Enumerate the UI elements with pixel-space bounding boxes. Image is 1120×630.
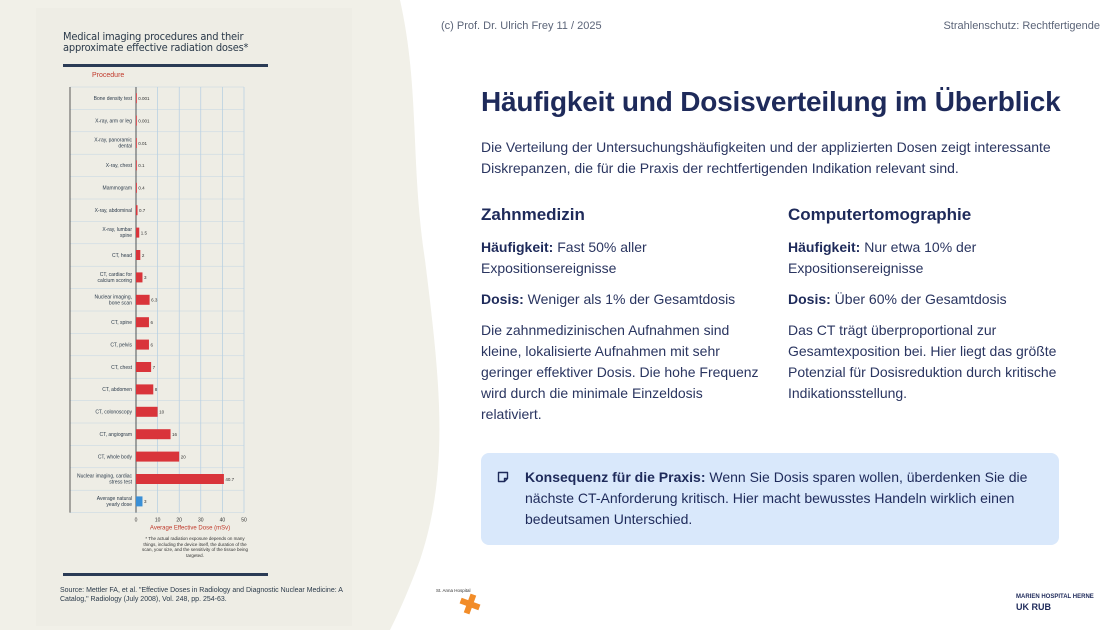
chart-bar	[136, 116, 137, 126]
chart-category-label: X-ray, lumbar spine	[102, 227, 132, 240]
chart-category-label: CT, cardiac for calcium scoring	[97, 271, 132, 284]
callout-body: Wenn Sie Dosis sparen wollen, überdenken Sie die nächste CT-Anforderung kritisch. Hier macht bewusstes Handeln wirklich einen bedeutsamen Unterschied.	[525, 469, 1028, 527]
dental-dose-label: Dosis:	[481, 291, 524, 307]
chart-bar	[136, 250, 140, 260]
chart-category-label: X-ray, abdominal	[94, 208, 132, 214]
poster-source: Source: Mettler FA, et al. "Effective Doses in Radiology and Diagnostic Nuclear Medicine: A Catalog," Radiology (July 2008), Vol. 248, pp. 254-63.	[60, 587, 343, 603]
chart-value-label: 0.4	[138, 185, 145, 191]
chart-value-label: 2	[141, 252, 145, 258]
dental-frequency	[481, 237, 761, 279]
chart-bar	[136, 183, 137, 193]
chart-value-label: 8	[154, 387, 158, 393]
dental-column	[481, 205, 761, 435]
chart-tick-label: 0	[134, 517, 138, 524]
poster-footnote: * The actual radiation exposure depends on many things, including the device itself, the duration of the scan, your size, and the sensitivity of the tissue being targeted.	[141, 536, 249, 558]
dental-dose	[481, 289, 761, 310]
chart-category-label: Mammogram	[102, 185, 132, 192]
chart-tick-label: 30	[198, 517, 204, 524]
chart-category-label: CT, colonoscopy	[95, 409, 132, 416]
note-icon	[497, 471, 509, 483]
chart-category-label: CT, chest	[111, 364, 132, 371]
chart-x-axis-label: Average Effective Dose (mSv)	[149, 525, 231, 532]
dental-frequency-label: Häufigkeit:	[481, 239, 554, 255]
chart-category-label: Nuclear imaging, cardiac stress test	[76, 473, 132, 486]
chart-tick-label: 20	[176, 517, 182, 524]
header-author: (c) Prof. Dr. Ulrich Frey 11 / 2025	[441, 20, 602, 32]
chart-category-label: Average natural yearly dose	[96, 495, 132, 508]
chart-value-label: 3	[143, 499, 147, 505]
ct-dose-label: Dosis:	[788, 291, 831, 307]
chart-value-label: 3	[143, 275, 147, 281]
chart-tick-label: 50	[241, 517, 247, 524]
chart-bar	[136, 474, 224, 484]
dose-bar-chart	[60, 82, 260, 532]
chart-bar	[136, 496, 142, 506]
procedure-column-label: Procedure	[92, 72, 125, 79]
slide-intro: Die Verteilung der Untersuchungshäufigkeiten und der applizierten Dosen zeigt interessante Diskrepanzen, die für die Praxis der rechtfertigenden Indikation relevant sind.	[481, 139, 1051, 176]
chart-category-label: CT, pelvis	[110, 342, 132, 349]
chart-value-label: 10	[159, 409, 165, 415]
chart-category-label: CT, head	[111, 252, 132, 259]
dental-heading: Zahnmedizin	[481, 205, 585, 224]
chart-value-label: 40.7	[225, 476, 235, 482]
chart-value-label: 0.001	[138, 118, 150, 124]
callout-label: Konsequenz für die Praxis:	[525, 469, 706, 485]
chart-bar	[136, 272, 142, 282]
chart-value-label: 1.5	[140, 230, 148, 236]
chart-bar	[136, 205, 138, 215]
poster-divider-bottom	[63, 573, 268, 576]
chart-category-label: CT, abdomen	[102, 387, 132, 394]
chart-bar	[136, 429, 171, 439]
chart-value-label: 0.1	[138, 163, 145, 169]
ct-frequency	[788, 237, 1068, 279]
poster-divider-top	[63, 64, 268, 67]
dental-body: Die zahnmedizinischen Aufnahmen sind kleine, lokalisierte Aufnahmen mit sehr geringer effektiver Dosis. Die hohe Frequenz wird durch die minimale Einzeldosis relativiert.	[481, 322, 759, 422]
chart-value-label: 0.001	[138, 96, 150, 101]
ct-dose	[788, 289, 1068, 310]
ct-body: Das CT trägt überproportional zur Gesamtexposition bei. Hier liegt das größte Potenzial für Dosisreduktion durch kritische Indikationsstellung.	[788, 322, 1057, 401]
chart-bar	[136, 384, 153, 394]
callout-text	[525, 467, 1035, 530]
chart-category-label: X-ray, arm or leg	[95, 118, 132, 125]
chart-category-label: X-ray, chest	[105, 163, 132, 170]
chart-bar	[136, 295, 150, 305]
chart-value-label: 16	[172, 432, 178, 437]
chart-tick-label: 10	[154, 517, 161, 524]
header-topic: Strahlenschutz: Rechtfertigende	[943, 20, 1100, 32]
chart-category-label: Bone density test	[93, 96, 132, 102]
ct-heading: Computertomographie	[788, 205, 972, 224]
chart-tick-label: 40	[219, 517, 226, 524]
chart-bar	[136, 340, 149, 350]
chart-category-label: CT, angiogram	[99, 432, 132, 438]
ct-column	[788, 205, 1068, 414]
chart-bar	[136, 317, 149, 327]
chart-bar	[136, 138, 137, 148]
chart-bar	[136, 93, 137, 103]
st-anna-logo-text: St. Anna Hospital	[436, 588, 471, 593]
marien-hospital-logo: MARIEN HOSPITAL HERNE	[1016, 594, 1094, 600]
chart-category-label: CT, spine	[111, 320, 132, 326]
chart-value-label: 7	[152, 364, 156, 370]
chart-bar	[136, 407, 158, 417]
chart-value-label: 0.01	[138, 140, 148, 146]
chart-bar	[136, 452, 179, 462]
slide-title: Häufigkeit und Dosisverteilung im Überblick	[481, 86, 1061, 117]
dental-dose-text: Weniger als 1% der Gesamtdosis	[523, 291, 736, 307]
chart-category-label: CT, whole body	[97, 454, 132, 461]
dental-frequency-text: Fast 50% aller Expositionsereignisse	[481, 239, 647, 276]
uk-rub-logo: UK RUB	[1016, 602, 1051, 612]
practice-callout	[481, 453, 1059, 545]
chart-value-label: 6	[150, 320, 153, 325]
chart-value-label: 20	[180, 454, 186, 460]
chart-bar	[136, 362, 151, 372]
ct-frequency-label: Häufigkeit:	[788, 239, 861, 255]
chart-value-label: 6.3	[151, 297, 158, 303]
chart-value-label: 0.7	[139, 208, 146, 213]
chart-bar	[136, 228, 139, 238]
chart-category-label: Nuclear imaging, bone scan	[94, 294, 132, 307]
ct-dose-text: Über 60% der Gesamtdosis	[830, 291, 1007, 307]
poster-title: Medical imaging procedures and their approximate effective radiation doses*	[63, 30, 249, 54]
chart-value-label: 6	[150, 342, 153, 348]
chart-category-label: X-ray, panoramic dental	[94, 137, 132, 150]
chart-bar	[136, 160, 137, 170]
ct-frequency-text: Nur etwa 10% der Expositionsereignisse	[788, 239, 977, 276]
